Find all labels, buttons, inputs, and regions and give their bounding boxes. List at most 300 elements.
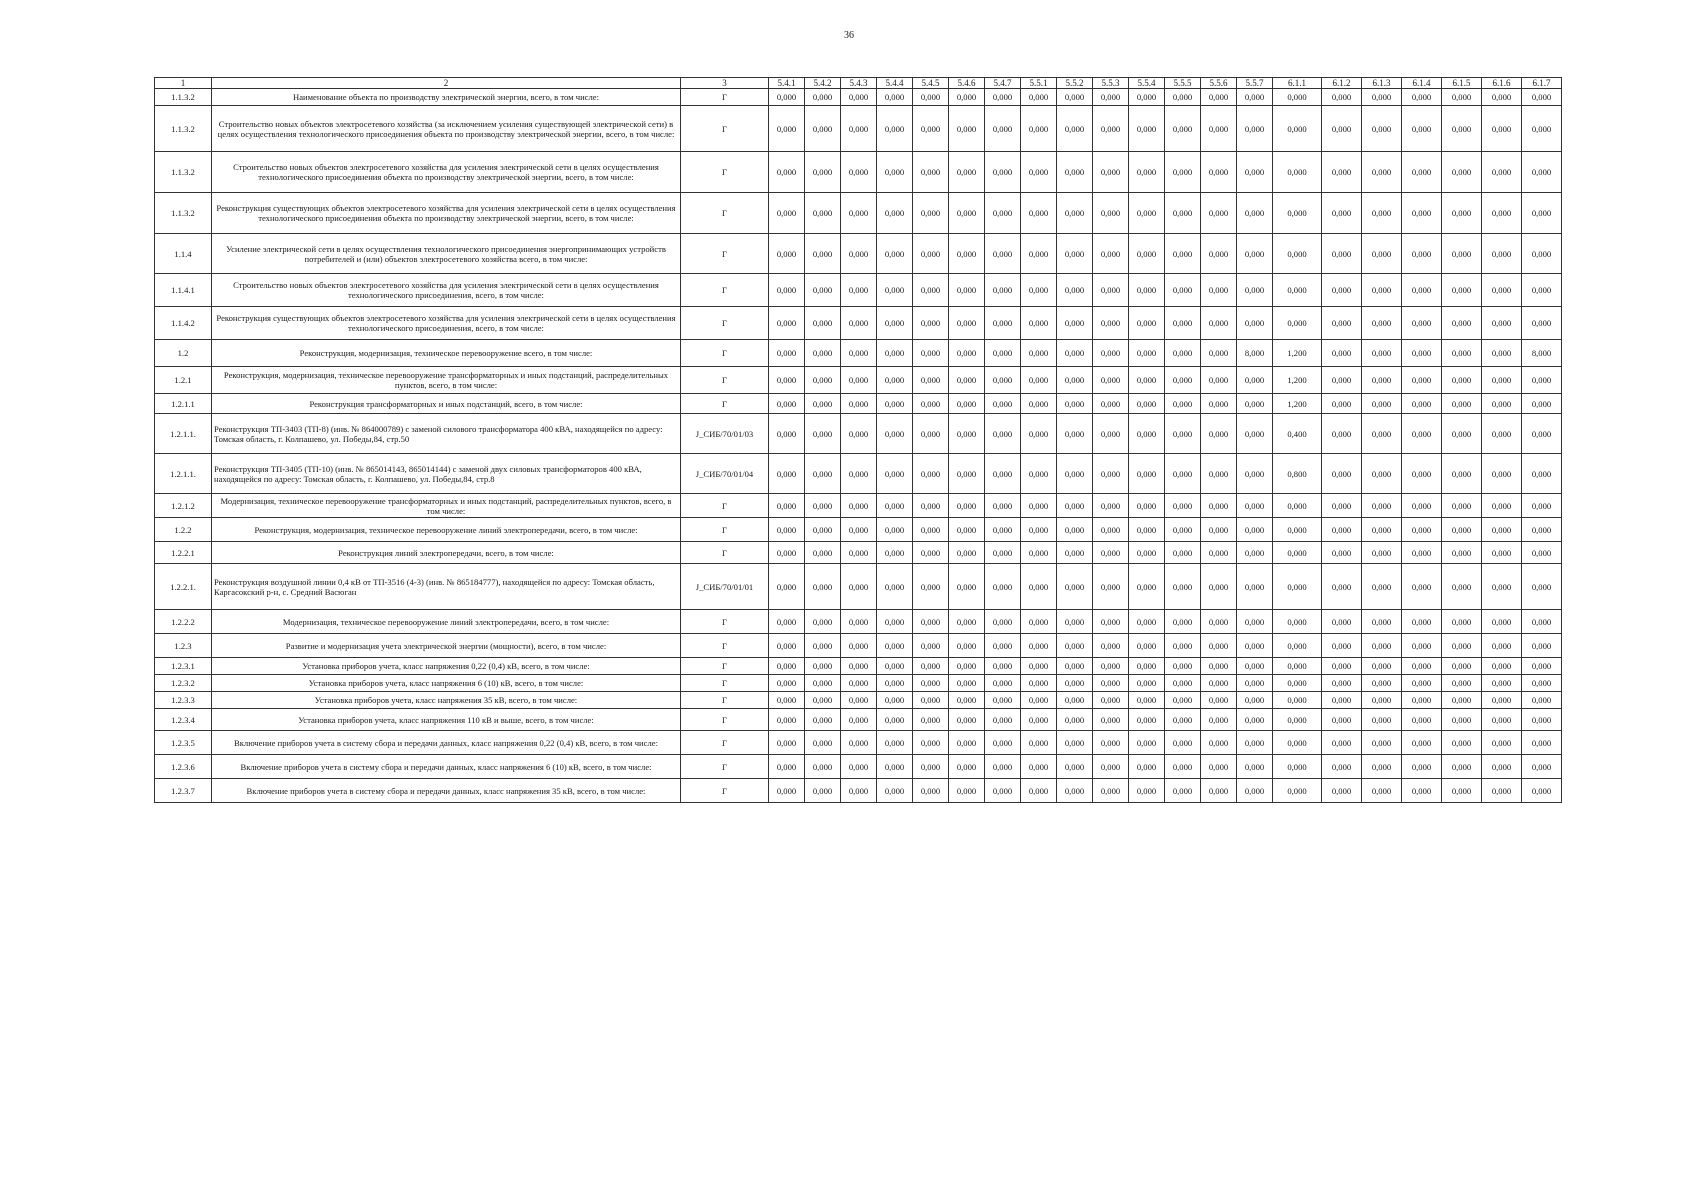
row-number: 1.2.3.7 xyxy=(155,779,212,803)
value-cell: 0,000 xyxy=(1129,610,1165,634)
value-cell: 0,000 xyxy=(1522,610,1562,634)
value-cell: 0,000 xyxy=(1201,152,1237,193)
value-cell: 0,000 xyxy=(1093,692,1129,709)
value-cell: 0,000 xyxy=(805,634,841,658)
value-cell: 0,000 xyxy=(949,234,985,274)
value-cell: 0,000 xyxy=(949,610,985,634)
table-row xyxy=(155,394,1562,414)
value-cell: 0,000 xyxy=(1322,518,1362,542)
row-code: Г xyxy=(681,274,769,307)
value-cell: 0,000 xyxy=(1442,658,1482,675)
value-cell: 0,000 xyxy=(1237,779,1273,803)
row-name: Модернизация, техническое перевооружение трансформаторных и иных подстанций, распределительных пунктов, всего, в том числе: xyxy=(212,494,681,518)
row-number: 1.2 xyxy=(155,340,212,367)
row-name: Включение приборов учета в систему сбора и передачи данных, класс напряжения 35 кВ, всего, в том числе: xyxy=(212,779,681,803)
value-cell: 0,000 xyxy=(1129,106,1165,152)
table-row xyxy=(155,367,1562,394)
row-name: Реконструкция существующих объектов электросетевого хозяйства для усиления электрической сети в целях осуществления технологического присоединения, всего, в том числе: xyxy=(212,307,681,340)
row-number: 1.2.3.6 xyxy=(155,755,212,779)
value-cell: 0,000 xyxy=(1057,106,1093,152)
value-cell: 0,000 xyxy=(1322,692,1362,709)
table-body xyxy=(155,89,1562,803)
value-cell: 0,000 xyxy=(1402,367,1442,394)
value-cell: 0,000 xyxy=(1057,564,1093,610)
value-cell: 0,000 xyxy=(1165,193,1201,234)
value-cell: 0,000 xyxy=(1482,731,1522,755)
value-cell: 0,000 xyxy=(1442,610,1482,634)
value-cell: 0,000 xyxy=(841,692,877,709)
value-cell: 0,000 xyxy=(805,152,841,193)
value-cell: 0,000 xyxy=(841,675,877,692)
value-cell: 0,000 xyxy=(1402,709,1442,731)
value-cell: 0,000 xyxy=(1322,234,1362,274)
value-cell: 0,000 xyxy=(805,274,841,307)
value-cell: 0,000 xyxy=(949,658,985,675)
value-cell: 0,000 xyxy=(877,340,913,367)
value-cell: 0,000 xyxy=(985,193,1021,234)
value-cell: 0,000 xyxy=(1237,692,1273,709)
row-number: 1.2.1.1. xyxy=(155,454,212,494)
header-cell: 5.5.7 xyxy=(1237,78,1273,89)
value-cell: 0,000 xyxy=(1057,89,1093,106)
value-cell: 0,000 xyxy=(1093,307,1129,340)
value-cell: 0,000 xyxy=(985,692,1021,709)
header-cell: 5.5.1 xyxy=(1021,78,1057,89)
row-name: Реконструкция, модернизация, техническое перевооружение всего, в том числе: xyxy=(212,340,681,367)
value-cell: 0,000 xyxy=(1273,307,1322,340)
value-cell: 0,000 xyxy=(1522,394,1562,414)
value-cell: 0,000 xyxy=(805,89,841,106)
value-cell: 0,000 xyxy=(1482,106,1522,152)
value-cell: 0,000 xyxy=(1322,658,1362,675)
row-code: Г xyxy=(681,394,769,414)
value-cell: 0,000 xyxy=(1237,274,1273,307)
value-cell: 0,000 xyxy=(1129,709,1165,731)
value-cell: 0,000 xyxy=(1093,634,1129,658)
value-cell: 0,000 xyxy=(877,518,913,542)
value-cell: 0,800 xyxy=(1273,454,1322,494)
table-row xyxy=(155,610,1562,634)
value-cell: 0,000 xyxy=(1362,274,1402,307)
table-row xyxy=(155,193,1562,234)
value-cell: 0,000 xyxy=(985,709,1021,731)
value-cell: 0,000 xyxy=(877,610,913,634)
value-cell: 0,000 xyxy=(1362,152,1402,193)
value-cell: 0,000 xyxy=(949,89,985,106)
value-cell: 0,000 xyxy=(769,367,805,394)
value-cell: 0,000 xyxy=(1322,274,1362,307)
value-cell: 0,000 xyxy=(1021,779,1057,803)
value-cell: 0,000 xyxy=(1093,779,1129,803)
value-cell: 0,000 xyxy=(1129,274,1165,307)
value-cell: 0,000 xyxy=(1402,494,1442,518)
value-cell: 0,000 xyxy=(1362,106,1402,152)
value-cell: 0,000 xyxy=(805,454,841,494)
value-cell: 0,000 xyxy=(841,518,877,542)
value-cell: 0,000 xyxy=(841,193,877,234)
value-cell: 0,000 xyxy=(1057,414,1093,454)
value-cell: 0,000 xyxy=(1273,709,1322,731)
value-cell: 0,000 xyxy=(1057,731,1093,755)
value-cell: 0,000 xyxy=(985,518,1021,542)
value-cell: 0,000 xyxy=(841,234,877,274)
table-row xyxy=(155,274,1562,307)
value-cell: 0,000 xyxy=(1322,89,1362,106)
table-row xyxy=(155,675,1562,692)
value-cell: 0,000 xyxy=(1442,564,1482,610)
value-cell: 0,000 xyxy=(1201,518,1237,542)
value-cell: 0,000 xyxy=(1442,779,1482,803)
row-code: Г xyxy=(681,106,769,152)
value-cell: 0,000 xyxy=(1129,193,1165,234)
row-name: Наименование объекта по производству электрической энергии, всего, в том числе: xyxy=(212,89,681,106)
value-cell: 0,000 xyxy=(1402,454,1442,494)
value-cell: 0,000 xyxy=(841,454,877,494)
header-cell: 5.4.5 xyxy=(913,78,949,89)
value-cell: 0,000 xyxy=(1482,274,1522,307)
value-cell: 0,000 xyxy=(1021,610,1057,634)
value-cell: 0,000 xyxy=(1201,675,1237,692)
value-cell: 1,200 xyxy=(1273,340,1322,367)
value-cell: 0,000 xyxy=(1362,542,1402,564)
value-cell: 0,000 xyxy=(841,779,877,803)
value-cell: 0,000 xyxy=(1021,731,1057,755)
value-cell: 0,000 xyxy=(949,307,985,340)
value-cell: 0,000 xyxy=(1442,542,1482,564)
value-cell: 0,000 xyxy=(877,494,913,518)
value-cell: 0,000 xyxy=(1201,658,1237,675)
row-number: 1.1.4.1 xyxy=(155,274,212,307)
value-cell: 0,000 xyxy=(1057,367,1093,394)
value-cell: 0,000 xyxy=(913,658,949,675)
value-cell: 0,000 xyxy=(1402,89,1442,106)
value-cell: 0,000 xyxy=(1522,152,1562,193)
value-cell: 0,000 xyxy=(1402,779,1442,803)
value-cell: 0,000 xyxy=(769,340,805,367)
value-cell: 0,000 xyxy=(949,675,985,692)
value-cell: 0,000 xyxy=(949,106,985,152)
value-cell: 0,000 xyxy=(913,675,949,692)
table-row xyxy=(155,307,1562,340)
row-number: 1.1.3.2 xyxy=(155,152,212,193)
value-cell: 0,000 xyxy=(1057,658,1093,675)
value-cell: 0,000 xyxy=(1093,394,1129,414)
value-cell: 0,000 xyxy=(1362,692,1402,709)
value-cell: 0,000 xyxy=(805,307,841,340)
value-cell: 0,000 xyxy=(769,675,805,692)
value-cell: 0,000 xyxy=(1522,564,1562,610)
value-cell: 0,000 xyxy=(1362,454,1402,494)
value-cell: 0,000 xyxy=(769,106,805,152)
value-cell: 0,000 xyxy=(1522,542,1562,564)
value-cell: 0,000 xyxy=(1057,779,1093,803)
value-cell: 0,000 xyxy=(949,414,985,454)
value-cell: 0,000 xyxy=(877,414,913,454)
value-cell: 0,000 xyxy=(805,779,841,803)
header-cell: 6.1.7 xyxy=(1522,78,1562,89)
value-cell: 0,000 xyxy=(769,779,805,803)
value-cell: 0,000 xyxy=(1165,89,1201,106)
value-cell: 0,000 xyxy=(1129,454,1165,494)
value-cell: 0,000 xyxy=(913,564,949,610)
value-cell: 0,000 xyxy=(1442,394,1482,414)
row-name: Строительство новых объектов электросетевого хозяйства для усиления электрической сети в целях осуществления технологического присоединения объекта по производству электрической энергии, всего, в том числе: xyxy=(212,152,681,193)
value-cell: 0,000 xyxy=(1165,494,1201,518)
value-cell: 0,000 xyxy=(1021,675,1057,692)
table-row xyxy=(155,414,1562,454)
value-cell: 0,000 xyxy=(1093,234,1129,274)
value-cell: 0,000 xyxy=(1442,234,1482,274)
value-cell: 0,000 xyxy=(1402,634,1442,658)
value-cell: 0,000 xyxy=(1442,340,1482,367)
value-cell: 0,000 xyxy=(805,106,841,152)
value-cell: 0,000 xyxy=(1322,634,1362,658)
value-cell: 0,000 xyxy=(1093,340,1129,367)
value-cell: 0,000 xyxy=(1021,89,1057,106)
value-cell: 0,000 xyxy=(769,89,805,106)
row-number: 1.1.3.2 xyxy=(155,193,212,234)
row-code: J_СИБ/70/01/04 xyxy=(681,454,769,494)
value-cell: 0,000 xyxy=(949,367,985,394)
header-cell: 6.1.3 xyxy=(1362,78,1402,89)
value-cell: 0,000 xyxy=(769,454,805,494)
value-cell: 0,000 xyxy=(1057,340,1093,367)
value-cell: 0,000 xyxy=(1402,675,1442,692)
value-cell: 0,000 xyxy=(805,564,841,610)
value-cell: 0,000 xyxy=(841,367,877,394)
value-cell: 0,000 xyxy=(1402,307,1442,340)
row-code: Г xyxy=(681,610,769,634)
value-cell: 0,000 xyxy=(1093,564,1129,610)
row-code: Г xyxy=(681,234,769,274)
row-code: J_СИБ/70/01/01 xyxy=(681,564,769,610)
value-cell: 0,000 xyxy=(1237,564,1273,610)
value-cell: 0,000 xyxy=(841,394,877,414)
value-cell: 0,000 xyxy=(841,634,877,658)
value-cell: 0,000 xyxy=(1057,274,1093,307)
value-cell: 0,000 xyxy=(1165,731,1201,755)
value-cell: 0,000 xyxy=(877,106,913,152)
value-cell: 0,000 xyxy=(949,274,985,307)
value-cell: 0,000 xyxy=(1057,454,1093,494)
value-cell: 0,000 xyxy=(1057,234,1093,274)
value-cell: 0,000 xyxy=(1522,518,1562,542)
value-cell: 0,000 xyxy=(1201,454,1237,494)
row-code: Г xyxy=(681,709,769,731)
value-cell: 0,000 xyxy=(1021,106,1057,152)
row-code: Г xyxy=(681,367,769,394)
value-cell: 0,000 xyxy=(1442,307,1482,340)
row-name: Реконструкция ТП-3405 (ТП-10) (инв. № 865014143, 865014144) с заменой двух силовых трансформаторов 400 кВА, находящейся по адресу: Томская область, г. Колпашево, ул. Победы,84, стр.8 xyxy=(212,454,681,494)
header-cell: 6.1.6 xyxy=(1482,78,1522,89)
value-cell: 0,000 xyxy=(949,394,985,414)
value-cell: 0,000 xyxy=(1482,542,1522,564)
value-cell: 0,000 xyxy=(1322,340,1362,367)
value-cell: 0,000 xyxy=(1322,675,1362,692)
value-cell: 0,000 xyxy=(1201,394,1237,414)
value-cell: 0,000 xyxy=(1237,367,1273,394)
row-name: Включение приборов учета в систему сбора и передачи данных, класс напряжения 6 (10) кВ, всего, в том числе: xyxy=(212,755,681,779)
row-number: 1.1.4 xyxy=(155,234,212,274)
value-cell: 0,000 xyxy=(1129,779,1165,803)
value-cell: 0,000 xyxy=(1522,89,1562,106)
table-row xyxy=(155,634,1562,658)
value-cell: 0,000 xyxy=(877,564,913,610)
value-cell: 0,000 xyxy=(1322,367,1362,394)
value-cell: 0,000 xyxy=(1021,394,1057,414)
value-cell: 0,000 xyxy=(1201,731,1237,755)
value-cell: 0,000 xyxy=(1362,494,1402,518)
table-row xyxy=(155,755,1562,779)
value-cell: 0,000 xyxy=(1057,755,1093,779)
value-cell: 0,000 xyxy=(1482,394,1522,414)
header-cell: 2 xyxy=(212,78,681,89)
value-cell: 0,000 xyxy=(949,731,985,755)
value-cell: 0,000 xyxy=(1237,106,1273,152)
value-cell: 0,000 xyxy=(1093,106,1129,152)
value-cell: 0,000 xyxy=(805,755,841,779)
value-cell: 0,000 xyxy=(1237,634,1273,658)
value-cell: 0,000 xyxy=(985,274,1021,307)
value-cell: 0,000 xyxy=(1021,564,1057,610)
value-cell: 0,000 xyxy=(1482,675,1522,692)
value-cell: 0,000 xyxy=(1482,755,1522,779)
value-cell: 0,000 xyxy=(769,274,805,307)
value-cell: 0,000 xyxy=(805,542,841,564)
value-cell: 0,000 xyxy=(1362,518,1402,542)
value-cell: 0,000 xyxy=(877,692,913,709)
value-cell: 0,000 xyxy=(877,193,913,234)
value-cell: 0,000 xyxy=(1165,755,1201,779)
row-name: Реконструкция линий электропередачи, всего, в том числе: xyxy=(212,542,681,564)
value-cell: 0,000 xyxy=(1165,634,1201,658)
value-cell: 0,000 xyxy=(1021,634,1057,658)
value-cell: 0,000 xyxy=(913,731,949,755)
row-name: Реконструкция, модернизация, техническое перевооружение трансформаторных и иных подстанций, распределительных пунктов, всего, в том числе: xyxy=(212,367,681,394)
value-cell: 0,000 xyxy=(877,755,913,779)
value-cell: 0,000 xyxy=(1482,709,1522,731)
value-cell: 0,000 xyxy=(805,494,841,518)
value-cell: 0,000 xyxy=(769,709,805,731)
value-cell: 0,000 xyxy=(1442,454,1482,494)
value-cell: 0,000 xyxy=(1237,610,1273,634)
value-cell: 0,000 xyxy=(769,658,805,675)
row-code: Г xyxy=(681,542,769,564)
value-cell: 0,000 xyxy=(841,152,877,193)
value-cell: 0,000 xyxy=(1093,709,1129,731)
row-number: 1.2.3.5 xyxy=(155,731,212,755)
value-cell: 0,000 xyxy=(1362,89,1402,106)
value-cell: 0,000 xyxy=(913,414,949,454)
value-cell: 0,000 xyxy=(841,755,877,779)
value-cell: 0,000 xyxy=(1021,692,1057,709)
value-cell: 0,000 xyxy=(1442,731,1482,755)
table-row xyxy=(155,340,1562,367)
row-number: 1.2.2.2 xyxy=(155,610,212,634)
value-cell: 0,000 xyxy=(1362,414,1402,454)
value-cell: 0,000 xyxy=(1129,731,1165,755)
header-cell: 6.1.5 xyxy=(1442,78,1482,89)
value-cell: 0,000 xyxy=(913,692,949,709)
value-cell: 0,000 xyxy=(877,234,913,274)
value-cell: 0,000 xyxy=(1093,274,1129,307)
row-name: Реконструкция воздушной линии 0,4 кВ от ТП-3516 (4-3) (инв. № 865184777), находящейся по адресу: Томская область, Каргасокский р-н, с. Средний Васюган xyxy=(212,564,681,610)
value-cell: 0,000 xyxy=(841,89,877,106)
value-cell: 0,000 xyxy=(1362,610,1402,634)
value-cell: 0,000 xyxy=(877,89,913,106)
value-cell: 0,000 xyxy=(985,307,1021,340)
value-cell: 0,000 xyxy=(805,414,841,454)
row-number: 1.2.3 xyxy=(155,634,212,658)
value-cell: 0,000 xyxy=(1482,518,1522,542)
value-cell: 0,000 xyxy=(1165,542,1201,564)
row-name: Развитие и модернизация учета электрической энергии (мощности), всего, в том числе: xyxy=(212,634,681,658)
value-cell: 0,000 xyxy=(805,367,841,394)
table-row xyxy=(155,89,1562,106)
header-row xyxy=(155,78,1562,89)
value-cell: 0,000 xyxy=(1442,152,1482,193)
value-cell: 0,000 xyxy=(1273,193,1322,234)
value-cell: 0,000 xyxy=(1129,564,1165,610)
value-cell: 0,000 xyxy=(1402,274,1442,307)
row-code: Г xyxy=(681,89,769,106)
value-cell: 0,000 xyxy=(1021,414,1057,454)
value-cell: 0,000 xyxy=(913,367,949,394)
value-cell: 0,000 xyxy=(1442,89,1482,106)
value-cell: 0,000 xyxy=(913,274,949,307)
value-cell: 0,000 xyxy=(1237,307,1273,340)
header-cell: 1 xyxy=(155,78,212,89)
value-cell: 0,000 xyxy=(1362,394,1402,414)
value-cell: 0,000 xyxy=(1165,454,1201,494)
value-cell: 0,000 xyxy=(1522,307,1562,340)
value-cell: 0,000 xyxy=(1522,658,1562,675)
value-cell: 0,000 xyxy=(1322,193,1362,234)
value-cell: 0,000 xyxy=(1057,518,1093,542)
value-cell: 0,000 xyxy=(1093,152,1129,193)
value-cell: 0,000 xyxy=(877,454,913,494)
row-code: Г xyxy=(681,152,769,193)
row-number: 1.2.3.3 xyxy=(155,692,212,709)
value-cell: 0,000 xyxy=(1482,234,1522,274)
value-cell: 0,000 xyxy=(949,692,985,709)
value-cell: 0,000 xyxy=(877,675,913,692)
value-cell: 0,000 xyxy=(1273,658,1322,675)
value-cell: 0,000 xyxy=(1442,274,1482,307)
value-cell: 0,000 xyxy=(877,731,913,755)
value-cell: 0,000 xyxy=(1165,610,1201,634)
table-row xyxy=(155,106,1562,152)
row-name: Установка приборов учета, класс напряжения 35 кВ, всего, в том числе: xyxy=(212,692,681,709)
value-cell: 0,000 xyxy=(1522,454,1562,494)
row-number: 1.2.1 xyxy=(155,367,212,394)
value-cell: 0,000 xyxy=(1201,307,1237,340)
value-cell: 0,000 xyxy=(769,193,805,234)
value-cell: 0,000 xyxy=(805,394,841,414)
value-cell: 0,000 xyxy=(877,779,913,803)
value-cell: 0,000 xyxy=(805,518,841,542)
value-cell: 0,000 xyxy=(1057,394,1093,414)
value-cell: 0,000 xyxy=(805,340,841,367)
value-cell: 0,000 xyxy=(985,340,1021,367)
value-cell: 0,000 xyxy=(1522,731,1562,755)
value-cell: 0,000 xyxy=(1129,755,1165,779)
value-cell: 0,000 xyxy=(1165,709,1201,731)
value-cell: 0,000 xyxy=(1093,542,1129,564)
value-cell: 0,000 xyxy=(1362,193,1402,234)
value-cell: 0,000 xyxy=(1201,755,1237,779)
value-cell: 0,000 xyxy=(1522,193,1562,234)
